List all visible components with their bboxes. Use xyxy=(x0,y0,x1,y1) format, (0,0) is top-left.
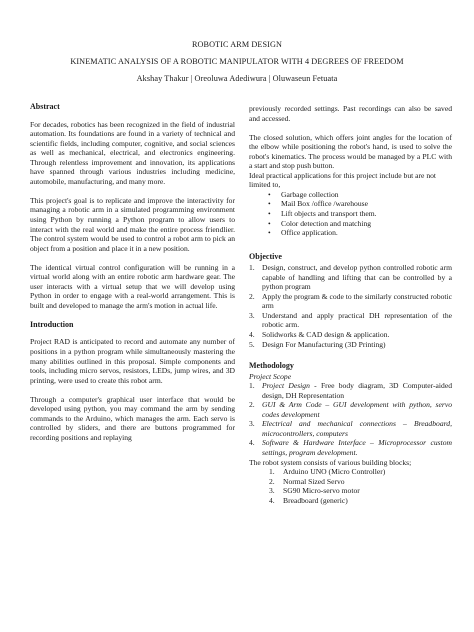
list-item: 4. Breadboard (generic) xyxy=(269,495,348,505)
applications-intro: Ideal practical applications for this project include but are not limited to, xyxy=(249,170,437,190)
list-item: • Lift objects and transport them. xyxy=(249,209,452,219)
list-item: 3. SG90 Micro-servo motor xyxy=(269,486,360,496)
paper-authors: Akshay Thakur | Oreoluwa Adediwura | Oluwaseun Fetuata xyxy=(136,74,338,83)
closed-solution-paragraph: The closed solution, which offers joint angles for the location of the elbow while positioning the robot's hand, is used to solve the robot's kinematics. The process would be managed by a PLC with a start and stop push button. xyxy=(249,132,452,171)
objective-heading: Objective xyxy=(249,251,282,261)
list-item: 3. Understand and apply practical DH representation of the robotic arm. xyxy=(249,310,452,330)
list-item: 4. Solidworks & CAD design & application. xyxy=(249,329,390,339)
project-scope-label: Project Scope xyxy=(249,371,292,381)
paper-title: KINEMATIC ANALYSIS OF A ROBOTIC MANIPULATOR WITH 4 DEGREES OF FREEDOM xyxy=(70,57,404,66)
applications-list xyxy=(249,190,452,238)
list-item: • Garbage collection xyxy=(249,190,452,200)
list-item: 1. Arduino UNO (Micro Controller) xyxy=(269,467,386,477)
list-item: 2. Apply the program & code to the similarly constructed robotic arm xyxy=(249,291,453,311)
list-item: 2. Normal Sized Servo xyxy=(269,476,345,486)
list-item: • Color detection and matching xyxy=(249,219,452,229)
list-item: 5. Design For Manufacturing (3D Printing) xyxy=(249,339,386,349)
blocks-intro: The robot system consists of various building blocks; xyxy=(249,457,412,467)
list-item: • Office application. xyxy=(249,228,452,238)
header-label: ROBOTIC ARM DESIGN xyxy=(191,40,283,49)
list-item: 1. Design, construct, and develop python controlled robotic arm capable of handling and lifting that can be controlled by a python program xyxy=(249,263,452,292)
right-column xyxy=(249,104,452,505)
scope-list xyxy=(249,381,452,457)
introduction-heading: Introduction xyxy=(30,319,74,329)
methodology-heading: Methodology xyxy=(249,361,294,371)
abstract-paragraph: The identical virtual control configuration will be running in a virtual world along with an entire robotic arm hardware gear. The user interacts with a virtual setup that we will develop using Python in order to engage with a real-world arrangement. This is built and developed to manage the arm's motion in actual life. xyxy=(30,262,235,310)
left-column xyxy=(30,96,235,442)
abstract-paragraph: For decades, robotics has been recognized in the field of industrial automation. Its foundations are found in a variety of technical and scientific fields, including computer, cognitive, and social sciences as well as mechanical, electrical, and electronics engineering. Through relentless improvement and innovation, its applications have spanned through various industries including medicine, automobile, manufacturing, and many more. xyxy=(30,119,235,186)
introduction-paragraph: Project RAD is anticipated to record and automate any number of positions in a python program while simultaneously mastering the many abilities outlined in this proposal. Simple components and tools, including micro servos, resistors, LEDs, jump wires, and 3D printing, were used to create this robot arm. xyxy=(30,337,235,385)
abstract-paragraph: This project's goal is to replicate and improve the interactivity for managing a robotic arm in a simulated programming environment using Python by running a Python program to allow users to interact with the real world and make the entire process friendlier. The control system would be used to control a robot arm to pick an object from a position and place it in a new position. xyxy=(30,195,235,253)
list-item: 3. Electrical and mechanical connections – Breadboard, microcontrollers, computers xyxy=(249,419,452,438)
list-item: • Mail Box /office /warehouse xyxy=(249,199,452,209)
list-item: 2. GUI & Arm Code – GUI development with python, servo codes development xyxy=(249,400,452,419)
abstract-heading: Abstract xyxy=(30,102,60,111)
continued-paragraph: previously recorded settings. Past recordings can also be saved and accessed. xyxy=(249,104,452,123)
list-item: 1. Project Design - Free body diagram, 3D Computer-aided design, DH Representation xyxy=(249,381,453,400)
objective-list xyxy=(249,263,452,349)
blocks-list xyxy=(249,467,452,505)
introduction-paragraph: Through a computer's graphical user interface that would be developed using python, you may command the arm by sending commands to the Arduino, which manages the arm. Each servo is controlled by sliders, and there are buttons programmed for recording positions and replaying xyxy=(30,394,235,442)
list-item: 4. Software & Hardware Interface – Microprocessor custom settings, program development. xyxy=(249,438,452,457)
